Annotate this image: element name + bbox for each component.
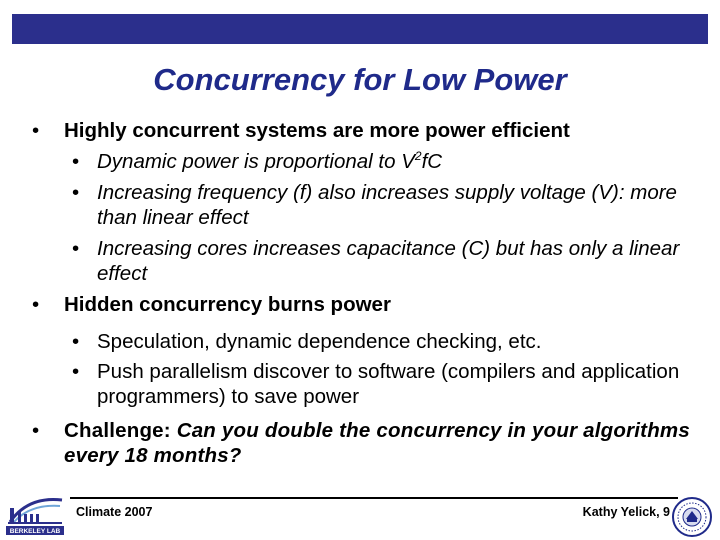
university-seal-icon	[672, 497, 712, 537]
bullet-marker: •	[32, 293, 40, 316]
bullet-text: Speculation, dynamic dependence checking, etc.	[97, 330, 542, 353]
berkeley-lab-logo	[4, 492, 66, 536]
challenge-label: Challenge:	[64, 419, 177, 442]
footer-event: Climate 2007	[76, 505, 153, 519]
bullet-level2	[70, 360, 690, 409]
footer-author-page: Kathy Yelick, 9	[582, 505, 670, 519]
bullet-marker: •	[72, 330, 80, 353]
bullet-text	[30, 419, 690, 468]
bullet-level2	[70, 330, 690, 355]
bullet-marker: •	[72, 360, 80, 383]
logo-text: BERKELEY LAB	[9, 528, 61, 535]
footer-divider	[70, 497, 678, 499]
bullet-level1	[30, 293, 690, 318]
bullet-text: Increasing frequency (f) also increases supply voltage (V): more than linear effect	[97, 181, 677, 229]
bullet-level2	[70, 181, 690, 230]
bullet-level1	[30, 119, 690, 144]
bullet-marker: •	[32, 119, 40, 142]
header-bar	[12, 14, 708, 44]
superscript: 2	[414, 149, 422, 164]
bullet-level2	[70, 150, 690, 175]
bullet-text: Dynamic power is proportional to $V^2fC$	[97, 149, 443, 173]
bullet-level1	[30, 419, 690, 468]
challenge-question: Can you double the concurrency in your algorithms every 18 months?	[64, 419, 690, 467]
bullet-level2	[70, 237, 690, 286]
bullet-marker: •	[32, 419, 40, 442]
bullet-text: Push parallelism discover to software (compilers and application programmers) to save power	[97, 360, 680, 408]
bullet-marker: •	[72, 150, 80, 173]
bullet-text: Hidden concurrency burns power	[64, 293, 391, 316]
bullet-text: Highly concurrent systems are more power efficient	[64, 119, 570, 142]
bullet-marker: •	[72, 181, 80, 204]
bullet-text: Increasing cores increases capacitance (C) but has only a linear effect	[97, 237, 680, 285]
slide-title: Concurrency for Low Power	[153, 62, 567, 97]
bullet-marker: •	[72, 237, 80, 260]
